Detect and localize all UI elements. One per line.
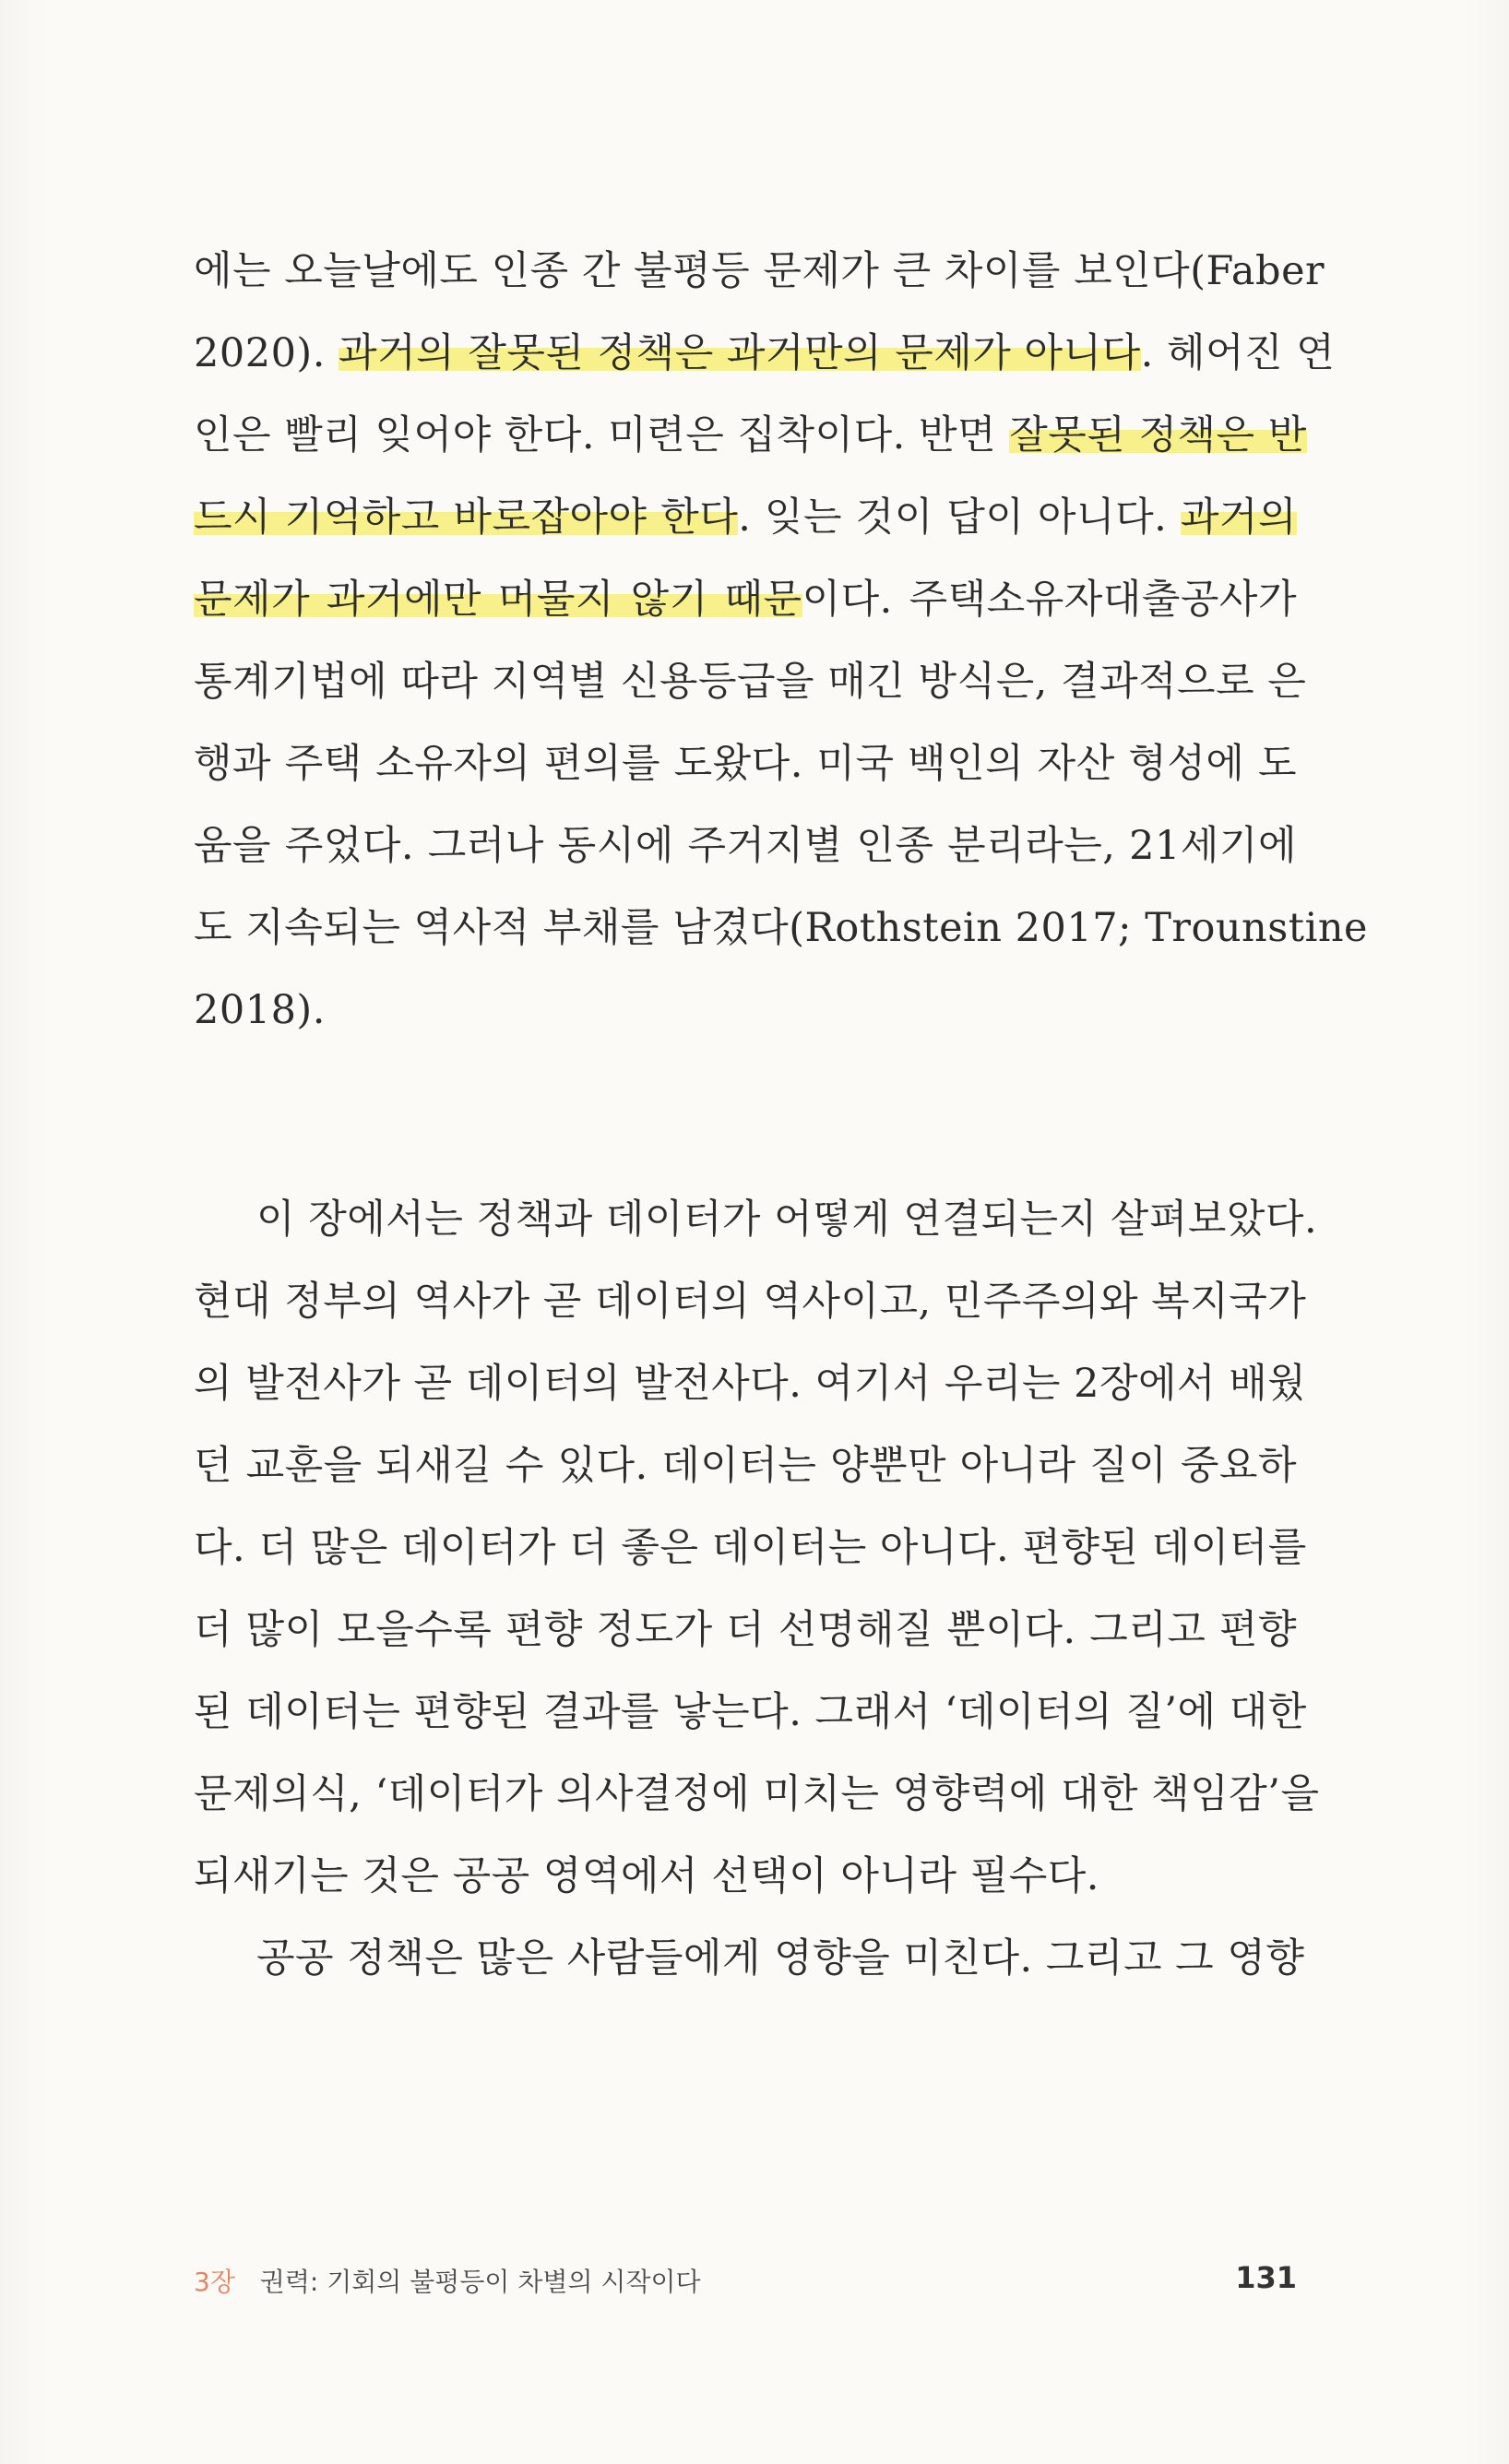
text-line: 이 장에서는 정책과 데이터가 어떻게 연결되는지 살펴보았다. bbox=[256, 1196, 1318, 1243]
text-fragment: 이다. 주택소유자대출공사가 bbox=[802, 577, 1297, 623]
text-line: 다. 더 많은 데이터가 더 좋은 데이터는 아니다. 편향된 데이터를 bbox=[194, 1525, 1307, 1571]
text-line bbox=[194, 559, 1297, 641]
text-line: 더 많이 모을수록 편향 정도가 더 선명해질 뿐이다. 그리고 편향 bbox=[194, 1607, 1297, 1653]
text-line: 의 발전사가 곧 데이터의 발전사다. 여기서 우리는 2장에서 배웠 bbox=[194, 1361, 1307, 1407]
text-line: 던 교훈을 되새길 수 있다. 데이터는 양뿐만 아니라 질이 중요하 bbox=[194, 1443, 1297, 1489]
highlighted-text: 잘못된 정책은 반 bbox=[1009, 412, 1307, 458]
highlighted-text: 문제가 과거에만 머물지 않기 때문 bbox=[194, 577, 802, 623]
text-fragment: 인은 빨리 잊어야 한다. 미련은 집착이다. 반면 bbox=[194, 412, 1010, 458]
text-line bbox=[194, 477, 1297, 559]
highlighted-text: 드시 기억하고 바로잡아야 한다 bbox=[194, 494, 739, 541]
highlighted-text: 과거의 bbox=[1180, 494, 1298, 541]
text-fragment: . 잊는 것이 답이 아니다. bbox=[738, 494, 1181, 541]
highlighted-text: 과거의 잘못된 정책은 과거만의 문제가 아니다 bbox=[339, 330, 1141, 376]
text-line: 움을 주었다. 그러나 동시에 주거지별 인종 분리라는, 21세기에 bbox=[194, 823, 1297, 869]
chapter-number: 3장 bbox=[194, 2267, 235, 2297]
paragraph-2 bbox=[194, 1179, 1320, 2000]
text-line: 2018). bbox=[194, 987, 326, 1033]
text-line: 도 지속되는 역사적 부채를 남겼다(Rothstein 2017; Trounstine bbox=[194, 905, 1368, 951]
text-fragment: . 헤어진 연 bbox=[1140, 330, 1336, 376]
paragraph-1 bbox=[194, 231, 1368, 1052]
text-fragment: 2020). bbox=[194, 330, 339, 376]
text-line: 된 데이터는 편향된 결과를 낳는다. 그래서 ‘데이터의 질’에 대한 bbox=[194, 1689, 1307, 1735]
text-line: 행과 주택 소유자의 편의를 도왔다. 미국 백인의 자산 형성에 도 bbox=[194, 741, 1297, 787]
chapter-title: 권력: 기회의 불평등이 차별의 시작이다 bbox=[259, 2267, 701, 2297]
text-line bbox=[194, 313, 1336, 395]
text-line: 에는 오늘날에도 인종 간 불평등 문제가 큰 차이를 보인다(Faber bbox=[194, 248, 1325, 294]
page-footer bbox=[194, 2262, 1297, 2303]
text-line: 공공 정책은 많은 사람들에게 영향을 미친다. 그리고 그 영향 bbox=[256, 1935, 1305, 1982]
text-line: 문제의식, ‘데이터가 의사결정에 미치는 영향력에 대한 책임감’을 bbox=[194, 1771, 1320, 1817]
text-line: 현대 정부의 역사가 곧 데이터의 역사이고, 민주주의와 복지국가 bbox=[194, 1279, 1307, 1325]
page-number: 131 bbox=[1235, 2260, 1297, 2295]
text-line: 되새기는 것은 공공 영역에서 선택이 아니라 필수다. bbox=[194, 1853, 1099, 1899]
text-line bbox=[194, 395, 1307, 477]
text-line: 통계기법에 따라 지역별 신용등급을 매긴 방식은, 결과적으로 은 bbox=[194, 659, 1307, 705]
